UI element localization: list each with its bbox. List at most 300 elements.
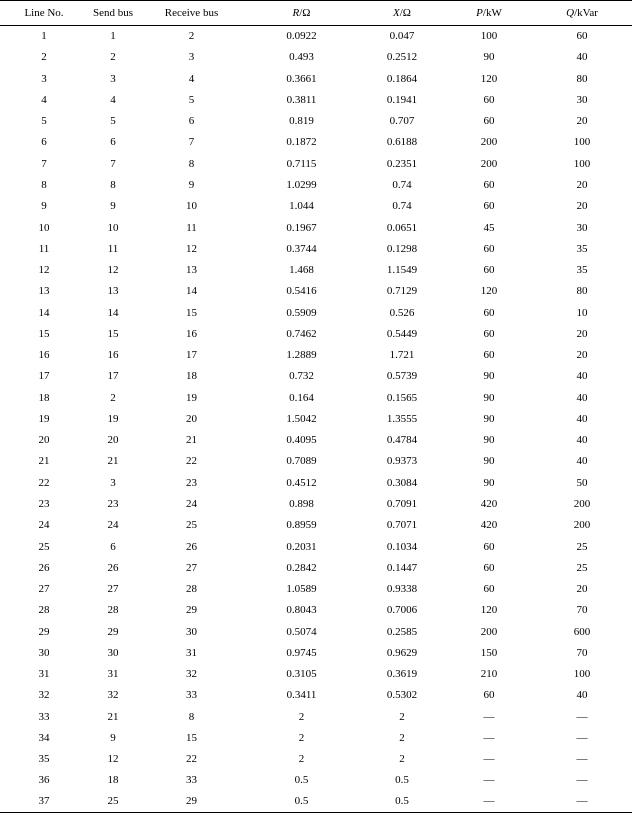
- receive-bus-cell: 17: [186, 349, 197, 362]
- receive-bus-cell: 30: [186, 625, 197, 638]
- header-active-power: [446, 1, 532, 26]
- line-no-cell: 3: [41, 72, 47, 85]
- reactance-cell: 0.2585: [386, 625, 418, 638]
- reactance-cell: 1.3555: [386, 412, 418, 425]
- active-power-cell: 90: [483, 476, 495, 489]
- table-row: [0, 323, 632, 344]
- active-power-cell: 90: [483, 391, 495, 404]
- table-row: [0, 791, 632, 812]
- table-row: [0, 430, 632, 451]
- table-row: [0, 196, 632, 217]
- line-no-cell: 1: [41, 30, 47, 43]
- line-no-cell: 26: [38, 561, 50, 574]
- table-row: [0, 557, 632, 578]
- reactive-power-cell: 100: [573, 136, 591, 149]
- resistance-cell: 0.1872: [286, 136, 317, 149]
- resistance-cell: 0.7115: [286, 157, 317, 170]
- line-no-cell: 4: [41, 93, 47, 106]
- send-bus-cell: 2: [110, 51, 116, 64]
- send-bus-cell: 19: [107, 412, 119, 425]
- table-row: [0, 132, 632, 153]
- reactive-power-cell: 50: [576, 476, 588, 489]
- active-power-cell: 90: [483, 51, 495, 64]
- resistance-cell: 0.4095: [286, 434, 317, 447]
- reactance-cell: 0.7006: [386, 604, 418, 617]
- send-bus-cell: 5: [110, 115, 116, 128]
- receive-bus-cell: 12: [186, 242, 197, 255]
- line-no-cell: 11: [38, 242, 50, 255]
- resistance-cell: 0.0922: [286, 30, 317, 43]
- active-power-cell: —: [483, 774, 495, 787]
- resistance-cell: 1.2889: [286, 349, 317, 362]
- line-no-cell: 15: [38, 327, 50, 340]
- active-power-cell: 120: [480, 285, 498, 298]
- send-bus-cell: 23: [107, 497, 119, 510]
- reactive-power-cell: —: [576, 795, 588, 808]
- resistance-cell: 0.5909: [286, 306, 317, 319]
- reactance-cell: 0.74: [392, 178, 412, 191]
- reactive-power-cell: 100: [573, 668, 591, 681]
- line-no-cell: 19: [38, 412, 50, 425]
- active-power-cell: 60: [483, 327, 495, 340]
- reactive-power-cell: 30: [576, 93, 588, 106]
- send-bus-cell: 1: [110, 30, 116, 43]
- reactive-power-cell: 40: [576, 434, 588, 447]
- reactance-cell: 0.6188: [386, 136, 418, 149]
- send-bus-cell: 17: [107, 370, 119, 383]
- line-no-cell: 23: [38, 497, 50, 510]
- receive-bus-cell: 2: [188, 30, 195, 43]
- resistance-cell: 0.819: [289, 115, 314, 128]
- send-bus-cell: 24: [107, 519, 119, 532]
- resistance-cell: 0.4512: [286, 476, 317, 489]
- table-row: [0, 621, 632, 642]
- resistance-cell: 1.0299: [286, 178, 317, 191]
- table-row: [0, 536, 632, 557]
- table-row: [0, 89, 632, 110]
- header-send-bus: Send bus: [92, 7, 134, 19]
- line-no-cell: 28: [38, 604, 50, 617]
- line-no-cell: 27: [38, 583, 50, 596]
- resistance-cell: 2: [298, 710, 305, 723]
- table-row: [0, 26, 632, 47]
- reactive-power-cell: 40: [576, 51, 588, 64]
- send-bus-cell: 12: [107, 264, 119, 277]
- send-bus-cell: 7: [110, 157, 116, 170]
- line-no-cell: 16: [38, 349, 50, 362]
- active-power-cell: 60: [483, 583, 495, 596]
- table-row: [0, 302, 632, 323]
- table-row: [0, 153, 632, 174]
- active-power-cell: 210: [480, 668, 498, 681]
- resistance-cell: 0.3811: [286, 93, 317, 106]
- line-no-cell: 31: [38, 668, 50, 681]
- resistance-cell: 0.5416: [286, 285, 317, 298]
- receive-bus-cell: 4: [188, 72, 195, 85]
- send-bus-cell: 21: [107, 710, 119, 723]
- reactive-power-cell: 20: [576, 349, 588, 362]
- table-row: [0, 259, 632, 280]
- table-row: [0, 642, 632, 663]
- header-reactive-power: [532, 1, 632, 26]
- resistance-cell: 2: [298, 731, 305, 744]
- receive-bus-cell: 21: [186, 434, 197, 447]
- resistance-cell: 0.7089: [286, 455, 317, 468]
- reactive-power-cell: 35: [576, 264, 588, 277]
- receive-bus-cell: 16: [186, 327, 197, 340]
- header-reactive-power-symbol: Q: [566, 7, 575, 19]
- active-power-cell: 200: [480, 136, 498, 149]
- receive-bus-cell: 26: [186, 540, 197, 553]
- resistance-cell: 0.2031: [286, 540, 317, 553]
- reactive-power-cell: 80: [576, 285, 588, 298]
- send-bus-cell: 4: [110, 93, 116, 106]
- active-power-cell: 60: [483, 689, 495, 702]
- reactive-power-cell: 200: [573, 497, 591, 510]
- send-bus-cell: 29: [107, 625, 119, 638]
- reactance-cell: 0.5302: [386, 689, 418, 702]
- header-active-power-symbol: P: [476, 7, 483, 19]
- reactance-cell: 0.1447: [386, 561, 418, 574]
- send-bus-cell: 15: [107, 327, 119, 340]
- table-row: [0, 578, 632, 599]
- reactive-power-cell: —: [576, 774, 588, 787]
- reactive-power-cell: —: [576, 753, 588, 766]
- reactance-cell: 0.1864: [386, 72, 418, 85]
- line-no-cell: 18: [38, 391, 50, 404]
- header-reactance-unit: /Ω: [399, 7, 411, 19]
- line-no-cell: 20: [38, 434, 50, 447]
- line-no-cell: 9: [41, 200, 47, 213]
- receive-bus-cell: 27: [186, 561, 197, 574]
- active-power-cell: 60: [483, 264, 495, 277]
- table-row: [0, 727, 632, 748]
- reactance-cell: 2: [399, 731, 405, 744]
- reactance-cell: 0.5: [395, 774, 409, 787]
- receive-bus-cell: 31: [186, 646, 197, 659]
- reactance-cell: 2: [399, 753, 405, 766]
- active-power-cell: 60: [483, 200, 495, 213]
- reactance-cell: 0.1298: [386, 242, 418, 255]
- line-no-cell: 7: [41, 157, 47, 170]
- receive-bus-cell: 25: [186, 519, 197, 532]
- resistance-cell: 0.898: [289, 497, 314, 510]
- table-header-row: [0, 1, 632, 26]
- receive-bus-cell: 5: [188, 93, 195, 106]
- header-active-power-unit: /kW: [482, 7, 502, 19]
- table-row: [0, 238, 632, 259]
- resistance-cell: 0.732: [289, 370, 314, 383]
- receive-bus-cell: 15: [186, 306, 197, 319]
- resistance-cell: 0.8959: [286, 519, 317, 532]
- active-power-cell: 150: [480, 646, 498, 659]
- send-bus-cell: 14: [107, 306, 119, 319]
- table-row: [0, 600, 632, 621]
- active-power-cell: —: [483, 731, 495, 744]
- receive-bus-cell: 15: [186, 731, 197, 744]
- table-row: [0, 770, 632, 791]
- send-bus-cell: 6: [110, 540, 116, 553]
- resistance-cell: 0.3105: [286, 668, 317, 681]
- table-row: [0, 47, 632, 68]
- reactive-power-cell: 25: [576, 561, 588, 574]
- receive-bus-cell: 8: [188, 157, 195, 170]
- reactance-cell: 0.1941: [386, 93, 418, 106]
- reactance-cell: 0.9373: [386, 455, 418, 468]
- send-bus-cell: 10: [107, 221, 119, 234]
- reactive-power-cell: 80: [576, 72, 588, 85]
- receive-bus-cell: 20: [186, 412, 197, 425]
- table-row: [0, 515, 632, 536]
- line-no-cell: 13: [38, 285, 50, 298]
- active-power-cell: 420: [480, 497, 498, 510]
- resistance-cell: 0.1967: [286, 221, 317, 234]
- reactive-power-cell: 40: [576, 689, 588, 702]
- receive-bus-cell: 11: [186, 221, 197, 234]
- table-row: [0, 493, 632, 514]
- reactive-power-cell: 40: [576, 370, 588, 383]
- line-no-cell: 25: [38, 540, 50, 553]
- header-receive-bus: Receive bus: [164, 7, 219, 19]
- send-bus-cell: 6: [110, 136, 116, 149]
- reactive-power-cell: 40: [576, 412, 588, 425]
- receive-bus-cell: 33: [186, 689, 197, 702]
- resistance-cell: 0.164: [289, 391, 314, 404]
- header-resistance-unit: /Ω: [299, 7, 311, 19]
- reactance-cell: 2: [399, 710, 405, 723]
- line-no-cell: 6: [41, 136, 47, 149]
- receive-bus-cell: 23: [186, 476, 197, 489]
- reactive-power-cell: 100: [573, 157, 591, 170]
- receive-bus-cell: 7: [188, 136, 195, 149]
- table-row: [0, 685, 632, 706]
- send-bus-cell: 27: [107, 583, 119, 596]
- reactive-power-cell: 10: [576, 306, 588, 319]
- active-power-cell: 60: [483, 242, 495, 255]
- receive-bus-cell: 3: [188, 51, 195, 64]
- resistance-cell: 1.5042: [286, 412, 317, 425]
- receive-bus-cell: 13: [186, 264, 197, 277]
- receive-bus-cell: 6: [188, 115, 195, 128]
- resistance-cell: 0.5: [294, 774, 309, 787]
- reactance-cell: 0.1565: [386, 391, 418, 404]
- send-bus-cell: 26: [107, 561, 119, 574]
- line-no-cell: 17: [38, 370, 50, 383]
- line-no-cell: 30: [38, 646, 50, 659]
- active-power-cell: 60: [483, 540, 495, 553]
- reactance-cell: 0.0651: [386, 221, 418, 234]
- active-power-cell: 60: [483, 561, 495, 574]
- send-bus-cell: 31: [107, 668, 119, 681]
- active-power-cell: —: [483, 795, 495, 808]
- reactive-power-cell: 20: [576, 327, 588, 340]
- resistance-cell: 0.2842: [286, 561, 317, 574]
- resistance-cell: 0.493: [289, 51, 314, 64]
- send-bus-cell: 2: [110, 391, 116, 404]
- active-power-cell: 90: [483, 370, 495, 383]
- receive-bus-cell: 32: [186, 668, 197, 681]
- reactive-power-cell: 40: [576, 455, 588, 468]
- reactance-cell: 0.3084: [386, 476, 418, 489]
- reactance-cell: 0.9629: [386, 646, 418, 659]
- reactance-cell: 0.5: [395, 795, 409, 808]
- table-row: [0, 366, 632, 387]
- reactance-cell: 0.1034: [386, 540, 418, 553]
- send-bus-cell: 3: [110, 72, 116, 85]
- active-power-cell: 420: [480, 519, 498, 532]
- line-no-cell: 14: [38, 306, 50, 319]
- table-row: [0, 451, 632, 472]
- reactance-cell: 1.1549: [386, 264, 418, 277]
- receive-bus-cell: 18: [186, 370, 197, 383]
- reactive-power-cell: 200: [573, 519, 591, 532]
- line-no-cell: 24: [38, 519, 50, 532]
- reactive-power-cell: 60: [576, 30, 588, 43]
- receive-bus-cell: 9: [188, 178, 195, 191]
- header-line-no: Line No.: [24, 7, 64, 19]
- table-row: [0, 408, 632, 429]
- resistance-cell: 1.468: [289, 264, 314, 277]
- reactance-cell: 1.721: [389, 349, 415, 362]
- active-power-cell: 60: [483, 306, 495, 319]
- send-bus-cell: 21: [107, 455, 119, 468]
- send-bus-cell: 8: [110, 178, 116, 191]
- header-reactance-symbol: X: [393, 7, 400, 19]
- receive-bus-cell: 8: [188, 710, 195, 723]
- line-no-cell: 2: [41, 51, 47, 64]
- reactance-cell: 0.526: [389, 306, 415, 319]
- resistance-cell: 0.5074: [286, 625, 317, 638]
- active-power-cell: 200: [480, 157, 498, 170]
- resistance-cell: 2: [298, 753, 305, 766]
- table-row: [0, 387, 632, 408]
- receive-bus-cell: 33: [186, 774, 197, 787]
- send-bus-cell: 30: [107, 646, 119, 659]
- table-row: [0, 472, 632, 493]
- receive-bus-cell: 22: [186, 455, 197, 468]
- table-row: [0, 217, 632, 238]
- table-row: [0, 281, 632, 302]
- active-power-cell: 60: [483, 115, 495, 128]
- reactance-cell: 0.047: [389, 30, 415, 43]
- table-row: [0, 174, 632, 195]
- resistance-cell: 0.7462: [286, 327, 317, 340]
- reactive-power-cell: 70: [576, 646, 588, 659]
- line-no-cell: 33: [38, 710, 50, 723]
- line-no-cell: 21: [38, 455, 50, 468]
- send-bus-cell: 20: [107, 434, 119, 447]
- line-no-cell: 29: [38, 625, 50, 638]
- active-power-cell: 120: [480, 72, 498, 85]
- reactance-cell: 0.5739: [386, 370, 418, 383]
- active-power-cell: 200: [480, 625, 498, 638]
- reactive-power-cell: 70: [576, 604, 588, 617]
- reactive-power-cell: —: [576, 710, 588, 723]
- send-bus-cell: 12: [107, 753, 119, 766]
- line-no-cell: 32: [38, 689, 50, 702]
- reactive-power-cell: 35: [576, 242, 588, 255]
- table-row: [0, 344, 632, 365]
- active-power-cell: 60: [483, 349, 495, 362]
- reactance-cell: 0.7071: [386, 519, 418, 532]
- reactive-power-cell: 20: [576, 583, 588, 596]
- send-bus-cell: 18: [107, 774, 119, 787]
- receive-bus-cell: 10: [186, 200, 197, 213]
- resistance-cell: 1.0589: [286, 583, 317, 596]
- reactance-cell: 0.74: [392, 200, 412, 213]
- reactive-power-cell: —: [576, 731, 588, 744]
- active-power-cell: —: [483, 710, 495, 723]
- resistance-cell: 0.3744: [286, 242, 317, 255]
- resistance-cell: 0.8043: [286, 604, 317, 617]
- reactance-cell: 0.4784: [386, 434, 418, 447]
- receive-bus-cell: 29: [186, 795, 197, 808]
- resistance-cell: 0.3661: [286, 72, 317, 85]
- reactance-cell: 0.7091: [386, 497, 418, 510]
- reactive-power-cell: 600: [573, 625, 591, 638]
- line-no-cell: 36: [38, 774, 50, 787]
- reactive-power-cell: 20: [576, 115, 588, 128]
- line-no-cell: 34: [38, 731, 50, 744]
- receive-bus-cell: 22: [186, 753, 197, 766]
- send-bus-cell: 9: [110, 731, 116, 744]
- active-power-cell: 120: [480, 604, 498, 617]
- active-power-cell: 90: [483, 455, 495, 468]
- table-body: [0, 26, 632, 813]
- active-power-cell: 45: [483, 221, 495, 234]
- reactance-cell: 0.2512: [386, 51, 418, 64]
- line-no-cell: 37: [38, 795, 50, 808]
- reactance-cell: 0.5449: [386, 327, 418, 340]
- reactance-cell: 0.7129: [386, 285, 418, 298]
- receive-bus-cell: 19: [186, 391, 197, 404]
- header-resistance: [245, 1, 358, 26]
- header-resistance-symbol: R: [292, 7, 300, 19]
- receive-bus-cell: 14: [186, 285, 197, 298]
- table-row: [0, 68, 632, 89]
- resistance-cell: 0.3411: [286, 689, 317, 702]
- resistance-cell: 1.044: [289, 200, 314, 213]
- line-no-cell: 10: [38, 221, 50, 234]
- receive-bus-cell: 28: [186, 583, 197, 596]
- table-row: [0, 111, 632, 132]
- reactance-cell: 0.707: [389, 115, 415, 128]
- header-reactance: [358, 1, 446, 26]
- reactance-cell: 0.9338: [386, 583, 418, 596]
- line-no-cell: 12: [38, 264, 50, 277]
- active-power-cell: 60: [483, 93, 495, 106]
- line-no-cell: 5: [41, 115, 47, 128]
- line-no-cell: 22: [38, 476, 50, 489]
- active-power-cell: 90: [483, 412, 495, 425]
- resistance-cell: 0.5: [294, 795, 309, 808]
- send-bus-cell: 9: [110, 200, 116, 213]
- receive-bus-cell: 29: [186, 604, 197, 617]
- active-power-cell: 100: [480, 30, 498, 43]
- reactive-power-cell: 30: [576, 221, 588, 234]
- line-no-cell: 35: [38, 753, 50, 766]
- active-power-cell: 60: [483, 178, 495, 191]
- header-reactive-power-unit: /kVar: [574, 7, 598, 19]
- reactive-power-cell: 20: [576, 178, 588, 191]
- send-bus-cell: 16: [107, 349, 119, 362]
- reactive-power-cell: 20: [576, 200, 588, 213]
- send-bus-cell: 3: [110, 476, 116, 489]
- receive-bus-cell: 24: [186, 497, 197, 510]
- send-bus-cell: 32: [107, 689, 119, 702]
- send-bus-cell: 13: [107, 285, 119, 298]
- table-row: [0, 749, 632, 770]
